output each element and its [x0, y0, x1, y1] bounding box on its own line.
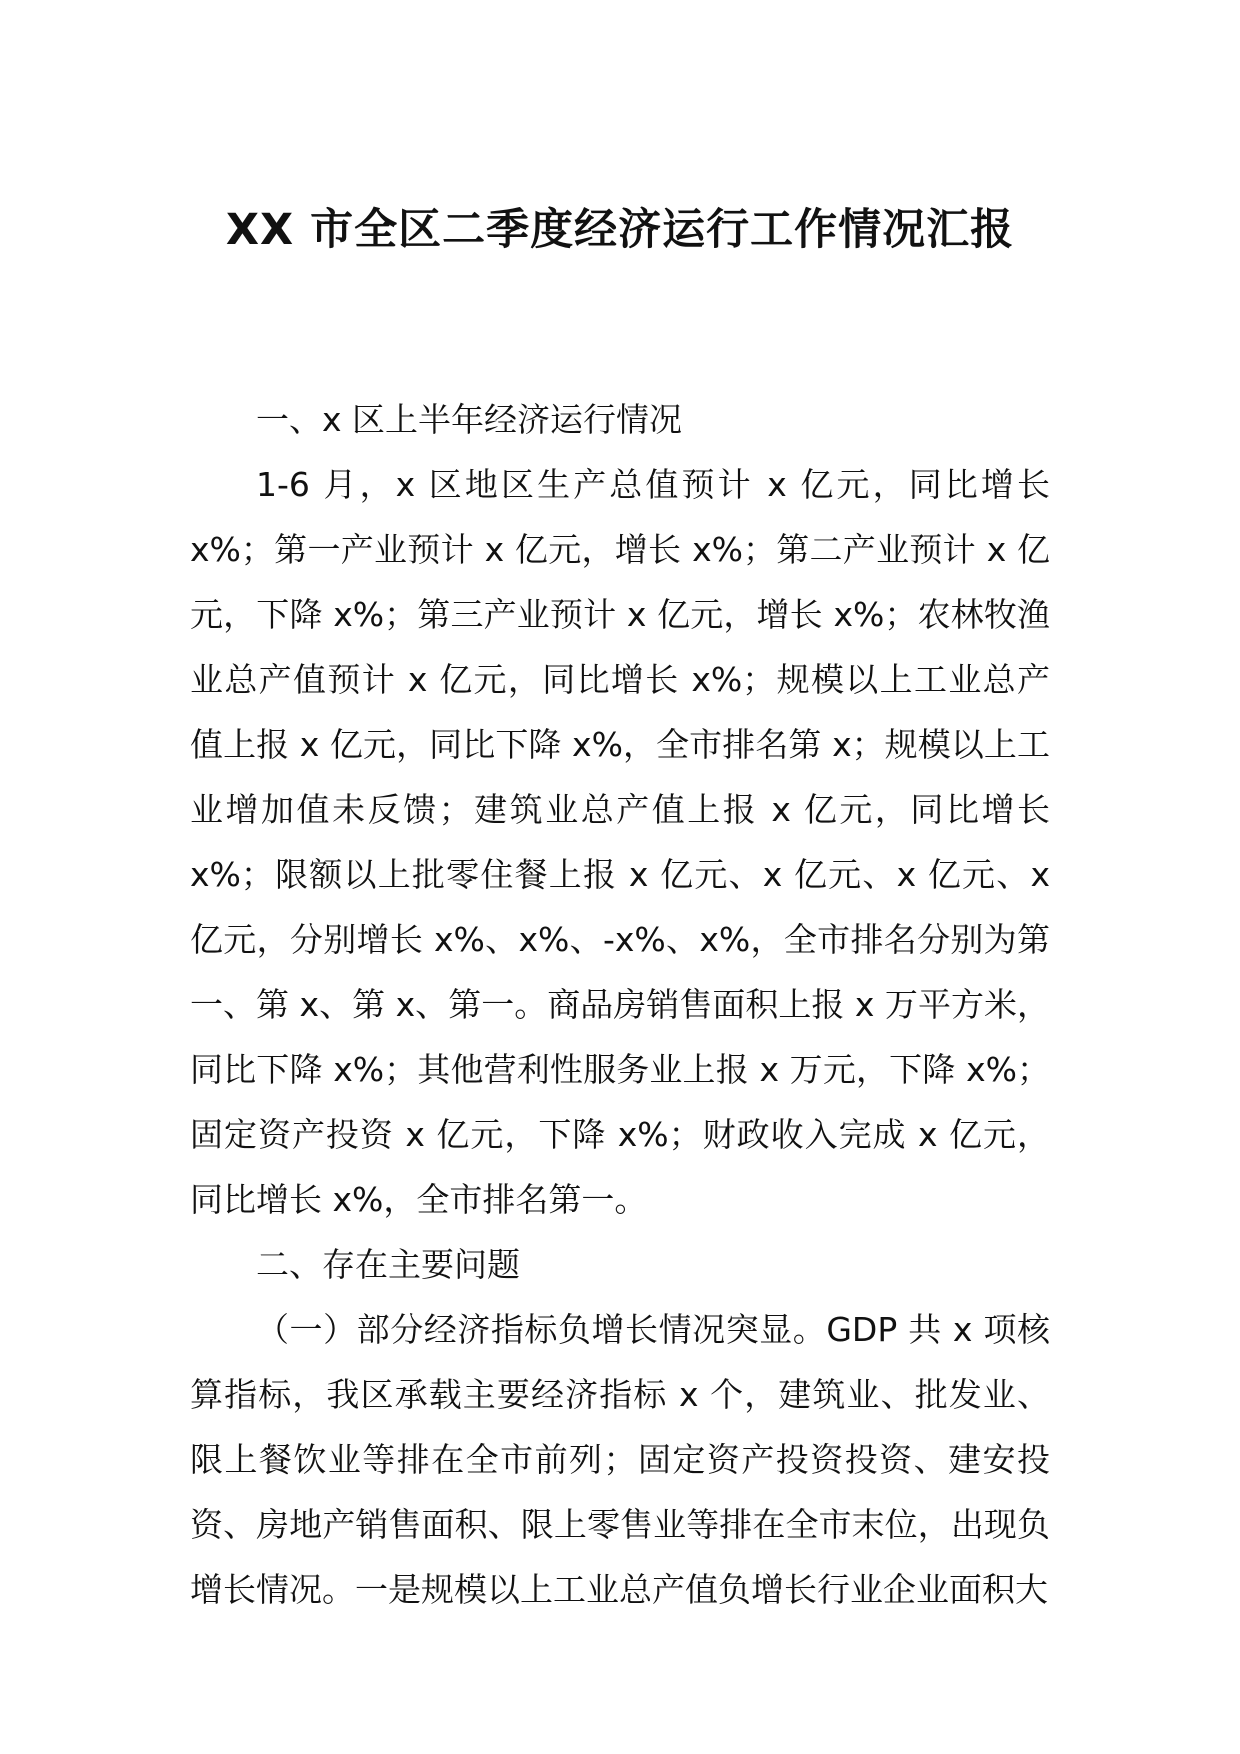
document-title: XX 市全区二季度经济运行工作情况汇报 [225, 205, 1015, 255]
paragraph-main-problems: （一）部分经济指标负增长情况突显。GDP 共 x 项核算指标，我区承载主要经济指标 x 个，建筑业、批发业、限上餐饮业等排在全市前列；固定资产投资投资、建安投资、房地产销售面积、限上零售业等排在全市末位，出现负增长情况。一是规模以上工业总产值负增长行业企业面积大 [190, 1310, 1050, 1609]
section-heading-2: 二、存在主要问题 [256, 1245, 520, 1284]
section-heading-1: 一、x 区上半年经济运行情况 [256, 400, 683, 439]
document-body [190, 387, 1050, 1622]
paragraph-economic-overview: 1-6 月，x 区地区生产总值预计 x 亿元，同比增长 x%；第一产业预计 x 亿元，增长 x%；第二产业预计 x 亿元，下降 x%；第三产业预计 x 亿元，增长 x%；农林牧渔业总产值预计 x 亿元，同比增长 x%；规模以上工业总产值上报 x 亿元，同比下降 x%，全市排名第 x；规模以上工业增加值未反馈；建筑业总产值上报 x 亿元，同比增长 x%；限额以上批零住餐上报 x 亿元、x 亿元、x 亿元、x 亿元，分别增长 x%、x%、-x%、x%，全市排名分别为第一、第 x、第 x、第一。商品房销售面积上报 x 万平方米，同比下降 x%；其他营利性服务业上报 x 万元，下降 x%；固定资产投资 x 亿元，下降 x%；财政收入完成 x 亿元，同比增长 x%，全市排名第一。 [190, 465, 1050, 1219]
